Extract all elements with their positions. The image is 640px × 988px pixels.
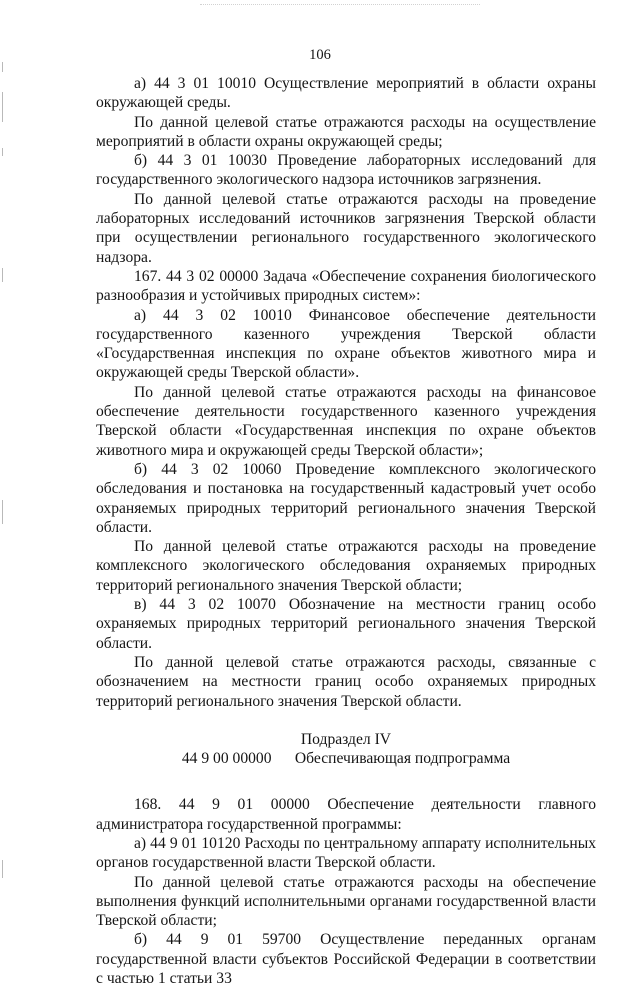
paragraph: По данной целевой статье отражаются расходы на проведение лабораторных исследований источников загрязнения Тверской области при осуществлении регионального государственного экологического надзора. [96,190,596,266]
document-body [96,74,596,988]
paragraph: в) 44 3 02 10070 Обозначение на местности границ особо охраняемых природных территорий регионального значения Тверской области. [96,596,596,652]
paragraph: б) 44 9 01 59700 Осуществление переданных органам государственной власти субъектов Российской Федерации в соответствии с частью 1 статьи 33 [96,931,596,988]
paragraph: По данной целевой статье отражаются расходы на обеспечение выполнения функций исполнительными органами государственной власти Тверской области; [96,873,596,930]
paragraph: 168. 44 9 01 00000 Обеспечение деятельности главного администратора государственной программы: [96,796,596,833]
paragraph: б) 44 3 02 10060 Проведение комплексного экологического обследования и постановка на государственный кадастровый учет особо охраняемых природных территорий регионального значения Тверской области. [96,460,596,536]
subsection-title: Подраздел IV [300,730,392,748]
page-number: 106 [309,47,331,63]
subsection-heading [96,749,596,768]
paragraph: а) 44 9 01 10120 Расходы по центральному аппарату исполнительных органов государственной власти Тверской области. [96,834,596,872]
paragraph: а) 44 3 02 10010 Финансовое обеспечение деятельности государственного казенного учреждения Тверской области «Государственная инспекция по охране объектов животного мира и окружающей среды Тверской области». [96,306,596,382]
paragraph: а) 44 3 01 10010 Осуществление мероприятий в области охраны окружающей среды. [96,75,596,112]
paragraph: 167. 44 3 02 00000 Задача «Обеспечение сохранения биологического разнообразия и устойчивых природных систем»: [96,267,596,305]
paragraph: По данной целевой статье отражаются расходы, связанные с обозначением на местности границ особо охраняемых природных территорий регионального значения Тверской области. [96,653,596,710]
paragraph: По данной целевой статье отражаются расходы на осуществление мероприятий в области охраны окружающей среды; [96,113,596,150]
paragraph: По данной целевой статье отражаются расходы на финансовое обеспечение деятельности государственного казенного учреждения Тверской области «Государственная инспекция по охране объектов животного мира и окружающей среды Тверской области»; [96,383,596,459]
subsection-name: Обеспечивающая подпрограмма [294,750,511,768]
scan-edge-marks [2,0,8,905]
paragraph: По данной целевой статье отражаются расходы на проведение комплексного экологического обследования охраняемых природных территорий регионального значения Тверской области; [96,538,596,594]
scan-artifact [200,4,480,7]
paragraph: б) 44 3 01 10030 Проведение лабораторных исследований для государственного экологического надзора источников загрязнения. [96,152,596,189]
subsection-code: 44 9 00 00000 [181,750,272,768]
